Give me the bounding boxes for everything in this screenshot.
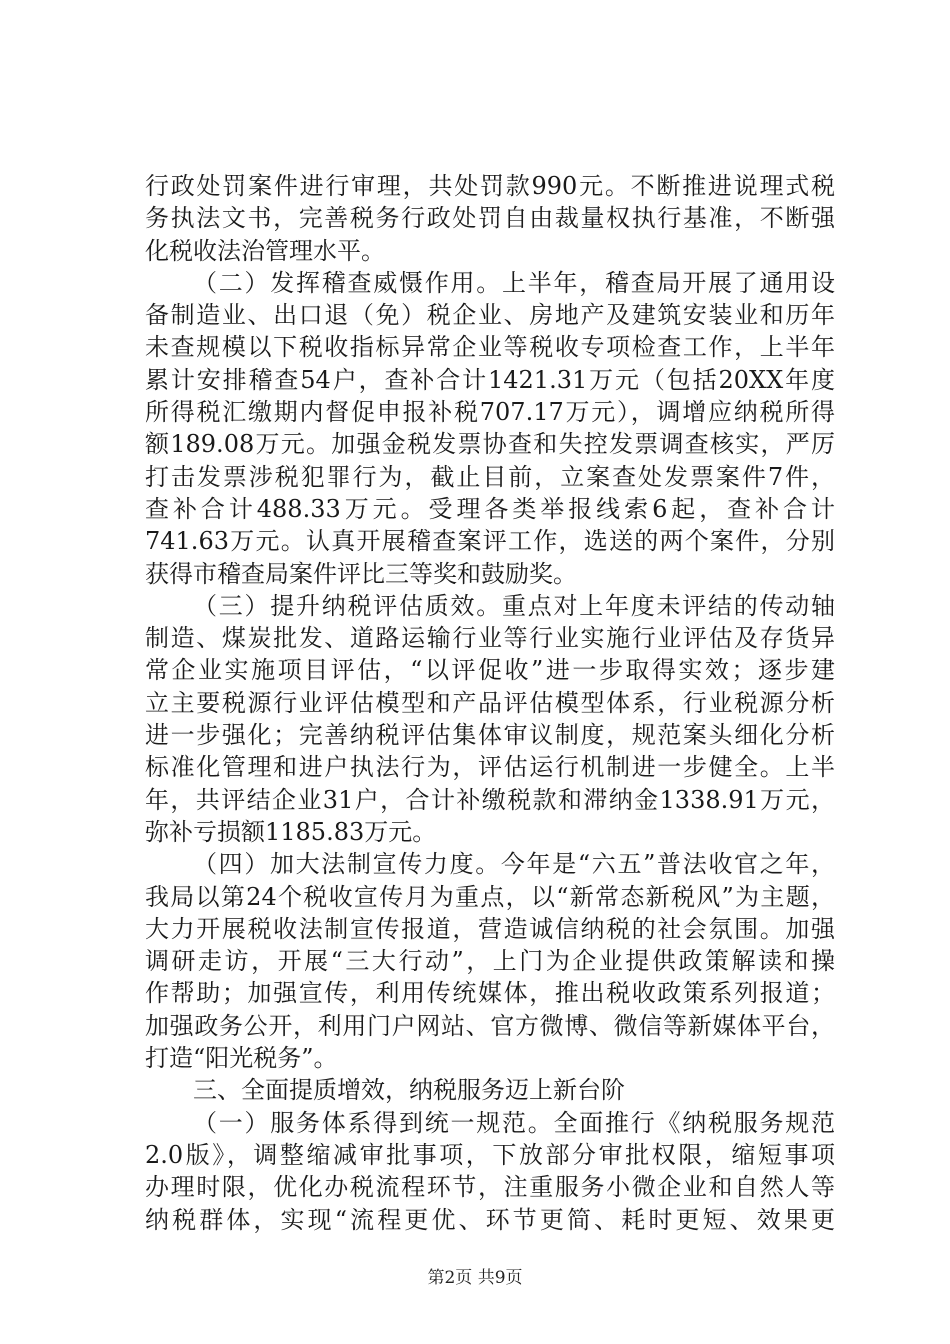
text-line: 未查规模以下税收指标异常企业等税收专项检查工作，上半年 bbox=[145, 333, 835, 362]
text-line: 年，共评结企业31户，合计补缴税款和滞纳金1338.91万元， bbox=[145, 785, 835, 814]
text-line: 备制造业、出口退（免）税企业、房地产及建筑安装业和历年 bbox=[145, 301, 835, 330]
text-line: 所得税汇缴期内督促申报补税707.17万元），调增应纳税所得 bbox=[145, 398, 835, 427]
text-line: 务执法文书，完善税务行政处罚自由裁量权执行基准，不断强 bbox=[145, 204, 835, 233]
text-line: 累计安排稽查54户，查补合计1421.31万元（包括20XX年度 bbox=[145, 365, 835, 394]
text-line: 行政处罚案件进行审理，共处罚款990元。不断推进说理式税 bbox=[145, 172, 835, 200]
text-line: 调研走访，开展“三大行动”，上门为企业提供政策解读和操 bbox=[145, 947, 835, 976]
text-line: 查补合计488.33万元。受理各类举报线索6起，查补合计 bbox=[145, 494, 835, 523]
text-line: 立主要税源行业评估模型和产品评估模型体系，行业税源分析 bbox=[145, 688, 835, 717]
text-line: 办理时限，优化办税流程环节，注重服务小微企业和自然人等 bbox=[145, 1173, 835, 1202]
text-line: 打造“阳光税务”。 bbox=[145, 1044, 338, 1073]
body-text bbox=[145, 170, 835, 1236]
section-heading: 三、全面提质增效，纳税服务迈上新台阶 bbox=[193, 1076, 625, 1105]
text-line: 化税收法治管理水平。 bbox=[145, 236, 385, 265]
text-line: 进一步强化；完善纳税评估集体审议制度，规范案头细化分析 bbox=[145, 721, 835, 750]
text-line: 弥补亏损额1185.83万元。 bbox=[145, 817, 437, 846]
text-line: 作帮助；加强宣传，利用传统媒体，推出税收政策系列报道； bbox=[145, 979, 835, 1008]
text-line: （二）发挥稽查威慑作用。上半年，稽查局开展了通用设 bbox=[193, 268, 835, 297]
text-line: （一）服务体系得到统一规范。全面推行《纳税服务规范 bbox=[193, 1108, 835, 1137]
page-footer: 第2页 共9页 bbox=[427, 1268, 523, 1288]
text-line: 制造、煤炭批发、道路运输行业等行业实施行业评估及存货异 bbox=[145, 624, 835, 653]
text-line: 我局以第24个税收宣传月为重点，以“新常态新税风”为主题， bbox=[145, 882, 835, 911]
text-line: 大力开展税收法制宣传报道，营造诚信纳税的社会氛围。加强 bbox=[145, 914, 835, 943]
text-line: （三）提升纳税评估质效。重点对上年度未评结的传动轴 bbox=[193, 591, 835, 620]
text-line: 获得市稽查局案件评比三等奖和鼓励奖。 bbox=[145, 559, 577, 588]
text-line: 常企业实施项目评估，“以评促收”进一步取得实效；逐步建 bbox=[145, 656, 835, 685]
text-line: 额189.08万元。加强金税发票协查和失控发票调查核实，严厉 bbox=[145, 430, 835, 459]
text-line: （四）加大法制宣传力度。今年是“六五”普法收官之年， bbox=[193, 850, 835, 879]
text-line: 741.63万元。认真开展稽查案评工作，选送的两个案件，分别 bbox=[145, 527, 835, 556]
text-line: 2.0版》，调整缩减审批事项，下放部分审批权限，缩短事项 bbox=[145, 1140, 835, 1169]
text-line: 打击发票涉税犯罪行为，截止目前，立案查处发票案件7件， bbox=[145, 462, 835, 491]
text-line: 加强政务公开，利用门户网站、官方微博、微信等新媒体平台， bbox=[145, 1011, 835, 1040]
text-line: 纳税群体，实现“流程更优、环节更简、耗时更短、效果更 bbox=[145, 1205, 835, 1234]
text-line: 标准化管理和进户执法行为，评估运行机制进一步健全。上半 bbox=[145, 753, 835, 782]
